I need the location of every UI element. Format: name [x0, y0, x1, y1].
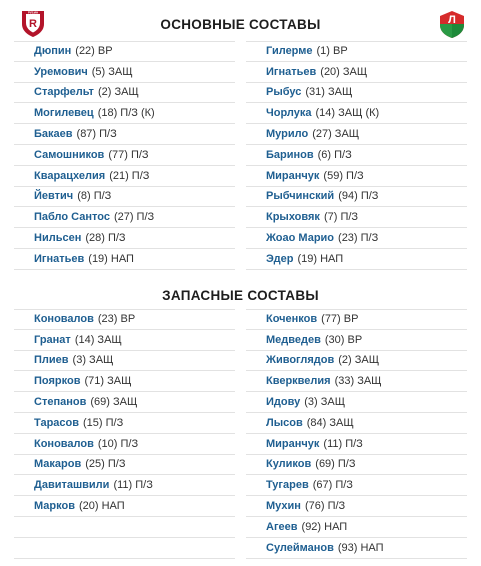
player-name[interactable]: Лысов: [266, 416, 303, 429]
player-number-position: (14) ЗАЩ (К): [315, 107, 380, 120]
player-name[interactable]: Рыбчинский: [266, 190, 335, 203]
player-number-position: (1) ВР: [316, 45, 348, 58]
substitutes-title: ЗАПАСНЫЕ СОСТАВЫ: [162, 288, 319, 303]
player-name[interactable]: Мухин: [266, 500, 301, 513]
player-row: [246, 434, 467, 455]
player-number-position: (33) ЗАЩ: [334, 375, 382, 388]
player-number-position: (5) ЗАЩ: [91, 65, 133, 78]
player-number-position: (67) П/З: [312, 479, 353, 492]
player-row: [14, 330, 235, 351]
player-number-position: (71) ЗАЩ: [84, 375, 132, 388]
player-row: [246, 249, 467, 270]
player-name[interactable]: Могилевец: [34, 107, 94, 120]
player-row: [246, 330, 467, 351]
player-name[interactable]: Коченков: [266, 313, 318, 326]
player-name[interactable]: Самошников: [34, 148, 105, 161]
player-number-position: (77) ВР: [321, 313, 359, 326]
player-row: [246, 145, 467, 166]
player-name[interactable]: Коновалов: [34, 437, 94, 450]
home-starters-list: [14, 41, 235, 270]
player-name[interactable]: Крыховяк: [266, 211, 320, 224]
player-row: [14, 538, 235, 559]
player-number-position: (11) П/З: [113, 479, 153, 492]
player-row: [14, 496, 235, 517]
player-name[interactable]: Агеев: [266, 520, 298, 533]
player-name[interactable]: Тугарев: [266, 479, 309, 492]
player-name[interactable]: Мурило: [266, 128, 309, 141]
player-name[interactable]: Игнатьев: [266, 65, 317, 78]
player-row: [14, 228, 235, 249]
player-number-position: (28) П/З: [85, 232, 126, 245]
player-row: [14, 475, 235, 496]
player-name[interactable]: Йевтич: [34, 190, 74, 203]
player-name[interactable]: Идову: [266, 396, 301, 409]
player-number-position: (92) НАП: [301, 520, 348, 533]
player-row: [14, 62, 235, 83]
player-row: [246, 351, 467, 372]
player-number-position: (76) П/З: [304, 500, 346, 513]
player-number-position: (94) П/З: [338, 190, 379, 203]
player-name[interactable]: Живоглядов: [266, 354, 335, 367]
player-number-position: (6) П/З: [317, 148, 352, 161]
player-name[interactable]: Уремович: [34, 65, 88, 78]
player-name[interactable]: Рыбус: [266, 86, 302, 99]
player-row: [246, 371, 467, 392]
player-name[interactable]: Миранчук: [266, 169, 320, 182]
player-number-position: (11) П/З: [323, 437, 363, 450]
player-row: [246, 187, 467, 208]
player-name[interactable]: Марков: [34, 500, 75, 513]
player-row: [246, 455, 467, 476]
player-name[interactable]: Степанов: [34, 396, 87, 409]
player-row: [14, 166, 235, 187]
player-number-position: (19) НАП: [297, 252, 344, 265]
away-starters-list: [246, 41, 467, 270]
player-name[interactable]: Баринов: [266, 148, 314, 161]
player-name[interactable]: Старфельт: [34, 86, 94, 99]
player-name[interactable]: Давиташвили: [34, 479, 110, 492]
player-row: [246, 124, 467, 145]
player-row: [14, 434, 235, 455]
player-row: [246, 166, 467, 187]
player-row: [14, 371, 235, 392]
player-name[interactable]: Жоао Марио: [266, 232, 335, 245]
player-name[interactable]: Поярков: [34, 375, 81, 388]
lokomotiv-logo-text: Л: [448, 14, 456, 26]
player-number-position: (7) П/З: [323, 211, 359, 224]
player-number-position: (27) ЗАЩ: [312, 128, 360, 141]
player-number-position: (23) ВР: [97, 313, 136, 326]
player-row: [246, 475, 467, 496]
player-number-position: (25) П/З: [85, 458, 126, 471]
player-row: [246, 538, 467, 559]
player-number-position: (87) П/З: [76, 128, 117, 141]
player-number-position: (18) П/З (К): [97, 107, 155, 120]
player-row: [246, 103, 467, 124]
player-name[interactable]: Бакаев: [34, 128, 73, 141]
player-number-position: (69) ЗАЩ: [90, 396, 138, 409]
player-name[interactable]: Кварацхелия: [34, 169, 106, 182]
player-number-position: (31) ЗАЩ: [305, 86, 353, 99]
player-row: [246, 517, 467, 538]
player-number-position: (8) П/З: [77, 190, 112, 203]
player-number-position: (23) П/З: [338, 232, 379, 245]
player-number-position: (21) П/З: [109, 169, 150, 182]
player-row: [246, 41, 467, 62]
player-number-position: (59) П/З: [323, 169, 364, 182]
player-number-position: (30) ВР: [324, 333, 363, 346]
player-number-position: (3) ЗАЩ: [304, 396, 346, 409]
player-name[interactable]: Гилерме: [266, 45, 313, 58]
player-name[interactable]: Нильсен: [34, 232, 82, 245]
away-substitutes-list: [246, 309, 467, 559]
player-name[interactable]: Пабло Сантос: [34, 211, 110, 224]
player-row: [14, 124, 235, 145]
player-name[interactable]: Плиев: [34, 354, 69, 367]
player-row: [246, 392, 467, 413]
player-row: [14, 517, 235, 538]
player-row: [14, 413, 235, 434]
player-row: [14, 145, 235, 166]
home-substitutes-list: [14, 309, 235, 559]
player-name[interactable]: Кверквелия: [266, 375, 331, 388]
player-row: [246, 309, 467, 330]
player-row: [14, 41, 235, 62]
player-number-position: (14) ЗАЩ: [74, 333, 122, 346]
player-name[interactable]: Куликов: [266, 458, 312, 471]
player-row: [246, 207, 467, 228]
player-row: [14, 187, 235, 208]
player-name[interactable]: Тарасов: [34, 416, 79, 429]
player-row: [14, 207, 235, 228]
player-number-position: (69) П/З: [315, 458, 356, 471]
player-name[interactable]: Сулейманов: [266, 541, 334, 554]
player-number-position: (27) П/З: [113, 211, 155, 224]
player-row: [14, 309, 235, 330]
player-number-position: (3) ЗАЩ: [72, 354, 114, 367]
player-row: [14, 83, 235, 104]
player-number-position: (15) П/З: [83, 416, 124, 429]
player-row: [246, 83, 467, 104]
player-name[interactable]: Эдер: [266, 252, 294, 265]
player-row: [14, 351, 235, 372]
player-row: [246, 228, 467, 249]
player-number-position: (19) НАП: [88, 252, 134, 265]
player-name[interactable]: Миранчук: [266, 437, 320, 450]
player-number-position: (77) П/З: [108, 148, 149, 161]
player-number-position: (20) НАП: [78, 500, 125, 513]
player-name[interactable]: Коновалов: [34, 313, 94, 326]
player-row: [14, 249, 235, 270]
player-number-position: (84) ЗАЩ: [306, 416, 354, 429]
player-name[interactable]: Гранат: [34, 333, 71, 346]
player-name[interactable]: Дюпин: [34, 45, 72, 58]
player-row: [14, 103, 235, 124]
starters-title: ОСНОВНЫЕ СОСТАВЫ: [160, 17, 321, 32]
player-row: [246, 413, 467, 434]
svg-text:R: R: [29, 18, 37, 30]
player-number-position: (2) ЗАЩ: [97, 86, 139, 99]
player-name[interactable]: Медведев: [266, 333, 321, 346]
player-number-position: (22) ВР: [75, 45, 113, 58]
player-name[interactable]: Игнатьев: [34, 252, 85, 265]
rubin-logo-text: РУБИН: [27, 10, 39, 15]
player-name[interactable]: Чорлука: [266, 107, 312, 120]
player-number-position: (10) П/З: [97, 437, 139, 450]
player-number-position: (20) ЗАЩ: [320, 65, 368, 78]
player-name[interactable]: Макаров: [34, 458, 82, 471]
player-number-position: (93) НАП: [337, 541, 384, 554]
player-row: [14, 455, 235, 476]
player-row: [246, 496, 467, 517]
player-number-position: (2) ЗАЩ: [338, 354, 380, 367]
player-row: [14, 392, 235, 413]
player-row: [246, 62, 467, 83]
